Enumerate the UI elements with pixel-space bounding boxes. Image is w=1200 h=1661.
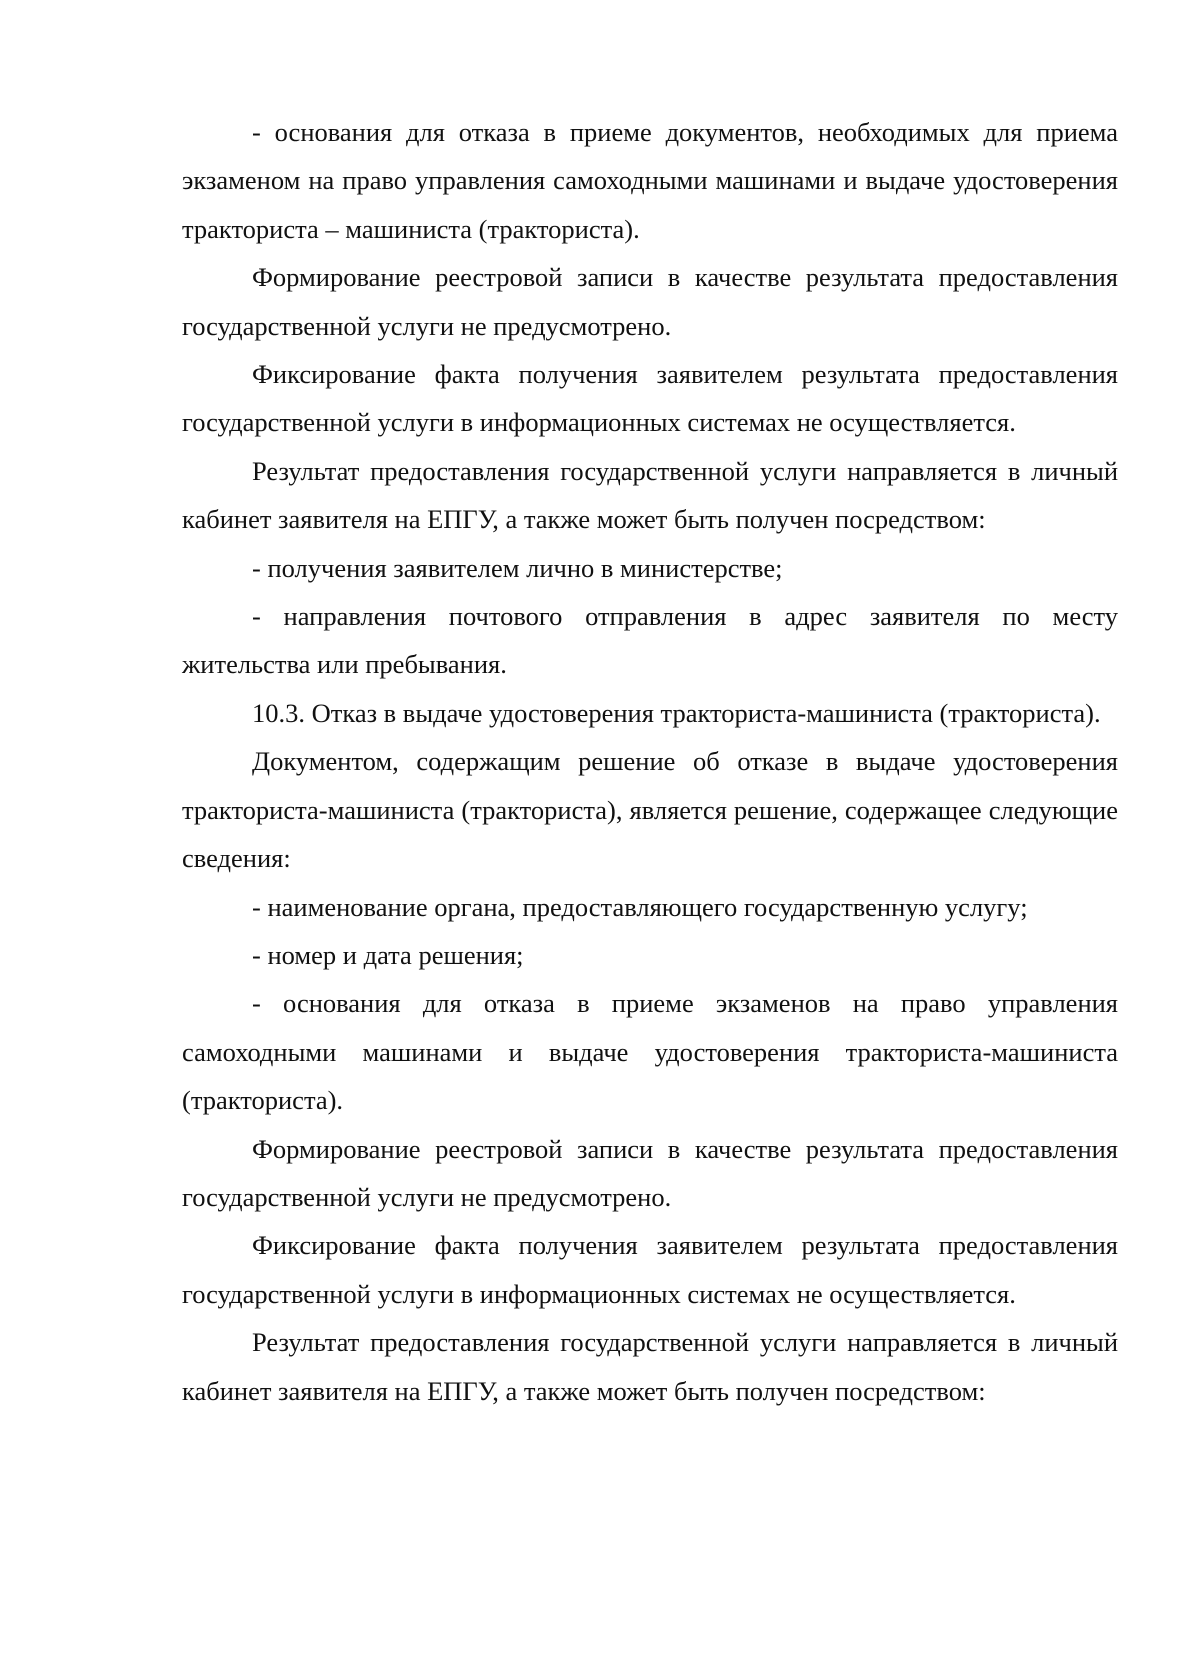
list-item-postal: - направления почтового отправления в адрес заявителя по месту жительства или пребывания. [182, 601, 1118, 680]
section-heading-10-3: 10.3. Отказ в выдаче удостоверения тракториста-машиниста (тракториста). [252, 697, 1101, 728]
paragraph-receipt-fixation-2: Фиксирование факта получения заявителем результата предоставления государственной услуги в информационных системах не осуществляется. [182, 1230, 1118, 1309]
list-item-rejection-grounds-exams: - основания для отказа в приеме экзаменов на право управления самоходными машинами и выдаче удостоверения тракториста-машиниста (тракториста). [182, 988, 1118, 1116]
document-body [182, 108, 1118, 1415]
paragraph-result-delivery-2: Результат предоставления государственной услуги направляется в личный кабинет заявителя на ЕПГУ, а также может быть получен посредством: [182, 1327, 1118, 1406]
list-item-in-person: - получения заявителем лично в министерстве; [252, 552, 783, 583]
list-item-decision-number-date: - номер и дата решения; [252, 939, 524, 970]
paragraph-rejection-grounds-documents: - основания для отказа в приеме документов, необходимых для приема экзаменом на право управления самоходными машинами и выдаче удостоверения тракториста – машиниста (тракториста). [182, 117, 1118, 244]
paragraph-registry-record-1: Формирование реестровой записи в качестве результата предоставления государственной услуги не предусмотрено. [182, 262, 1118, 341]
paragraph-registry-record-2: Формирование реестровой записи в качестве результата предоставления государственной услуги не предусмотрено. [182, 1133, 1118, 1212]
paragraph-result-delivery-1: Результат предоставления государственной услуги направляется в личный кабинет заявителя на ЕПГУ, а также может быть получен посредством: [182, 455, 1118, 535]
paragraph-receipt-fixation-1: Фиксирование факта получения заявителем результата предоставления государственной услуги в информационных системах не осуществляется. [182, 359, 1118, 438]
paragraph-refusal-decision: Документом, содержащим решение об отказе в выдаче удостоверения тракториста-машиниста (тракториста), является решение, содержащее следующие сведения: [182, 746, 1118, 874]
list-item-authority-name: - наименование органа, предоставляющего государственную услугу; [252, 891, 1028, 922]
